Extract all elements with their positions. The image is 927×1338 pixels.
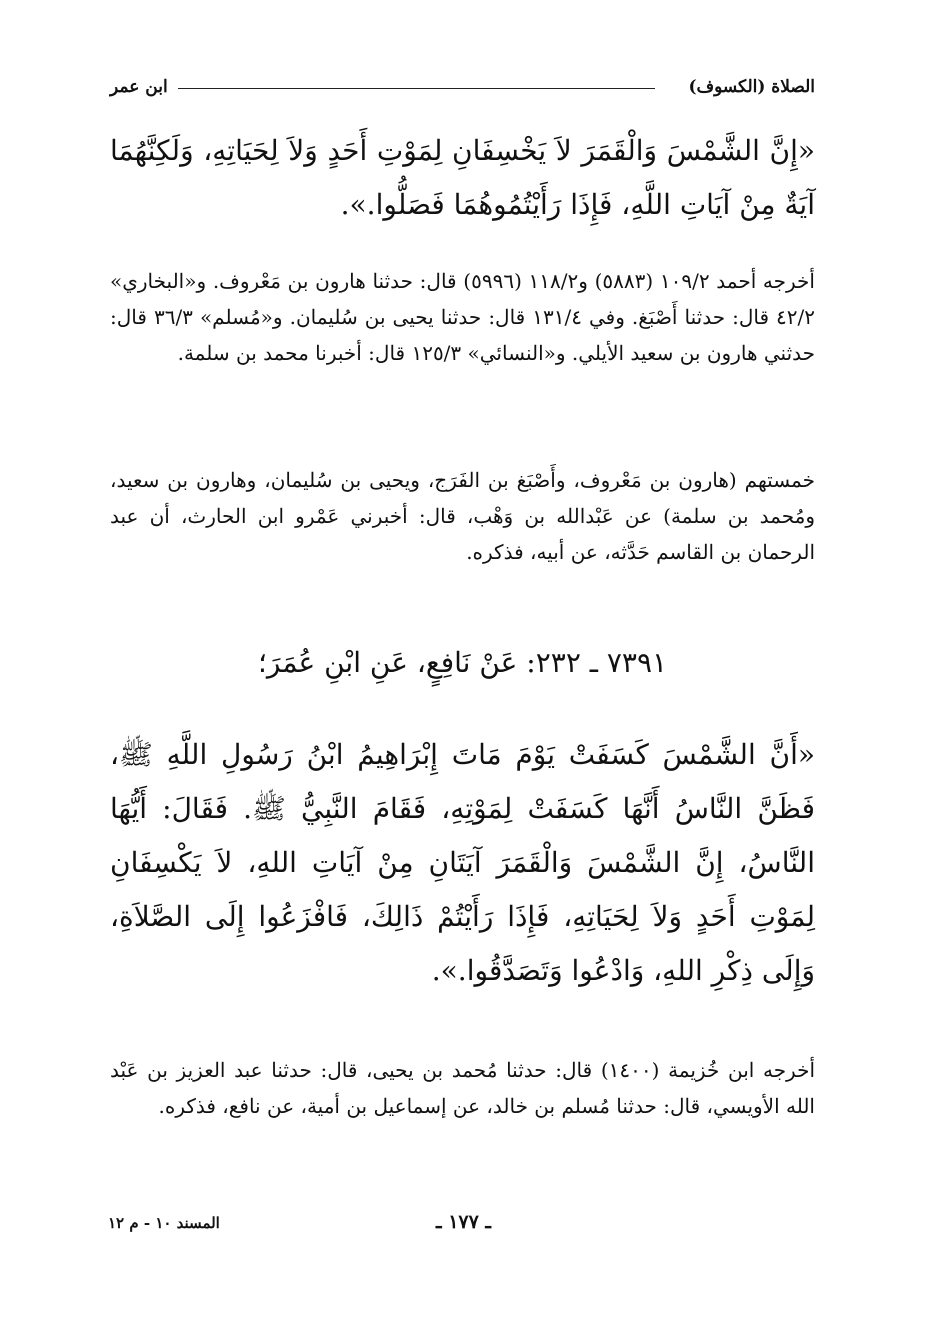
running-header <box>110 74 815 100</box>
page-number: ـ ١٧٧ ـ <box>436 1211 491 1233</box>
header-rule <box>178 88 655 89</box>
signature-mark: المسند ١٠ - م ١٢ <box>108 1214 220 1232</box>
hadith-text-main: «أَنَّ الشَّمْسَ كَسَفَتْ يَوْمَ مَاتَ إِبْرَاهِيمُ ابْنُ رَسُولِ اللَّهِ ﷺ، فَظَنَّ النَّاسُ أَنَّهَا كَسَفَتْ لِمَوْتِهِ، فَقَامَ النَّبِيُّ ﷺ. فَقَالَ: أَيُّهَا النَّاسُ، إِنَّ الشَّمْسَ وَالْقَمَرَ آيَتَانِ مِنْ آيَاتِ اللهِ، لاَ يَكْسِفَانِ لِمَوْتِ أَحَدٍ وَلاَ لِحَيَاتِهِ، فَإِذَا رَأَيْتُمْ ذَالِكَ، فَافْزَعُوا إِلَى الصَّلاَةِ، وَإِلَى ذِكْرِ اللهِ، وَادْعُوا وَتَصَدَّقُوا.». <box>110 738 815 987</box>
hadith-text-previous: «إِنَّ الشَّمْسَ وَالْقَمَرَ لاَ يَخْسِفَانِ لِمَوْتِ أَحَدٍ وَلاَ لِحَيَاتِهِ، وَلَكِنَّهُمَا آيَةٌ مِنْ آيَاتِ اللَّهِ، فَإِذَا رَأَيْتُمُوهُمَا فَصَلُّوا.». <box>110 134 815 221</box>
narrator-title: ابن عمر <box>110 77 168 97</box>
takhrij-paragraph-main: أخرجه ابن خُزيمة (١٤٠٠) قال: حدثنا مُحمد بن يحيى، قال: حدثنا عبد العزيز بن عَبْد الله الأويسي، قال: حدثنا مُسلم بن خالد، عن إسماعيل بن أمية، عن نافع، فذكره. <box>110 1058 816 1118</box>
takhrij-paragraph-1: أخرجه أحمد ١٠٩/٢ (٥٨٨٣) و١١٨/٢ (٥٩٩٦) قال: حدثنا هارون بن مَعْروف. و«البخاري» ٤٢/٢ قال: حدثنا أَصْبَغ. وفي ١٣١/٤ قال: حدثنا يحيى بن سُليمان. و«مُسلم» ٣٦/٣ قال: حدثني هارون بن سعيد الأيلي. و«النسائي» ١٢٥/٣ قال: أخبرنا محمد بن سلمة. <box>110 269 816 365</box>
chapter-title: الصلاة (الكسوف) <box>688 77 815 97</box>
hadith-heading: ٧٣٩١ ـ ٢٣٢: عَنْ نَافِعٍ، عَنِ ابْنِ عُمَرَ؛ <box>257 646 668 679</box>
takhrij-paragraph-2: خمستهم (هارون بن مَعْروف، وأَصْبَغ بن الفَرَج، ويحيى بن سُليمان، وهارون بن سعيد، ومُحمد بن سلمة) عن عَبْدالله بن وَهْب، قال: أخبرني عَمْرو ابن الحارث، أن عبد الرحمان بن القاسم حَدَّثه، عن أبيه، فذكره. <box>110 468 815 564</box>
